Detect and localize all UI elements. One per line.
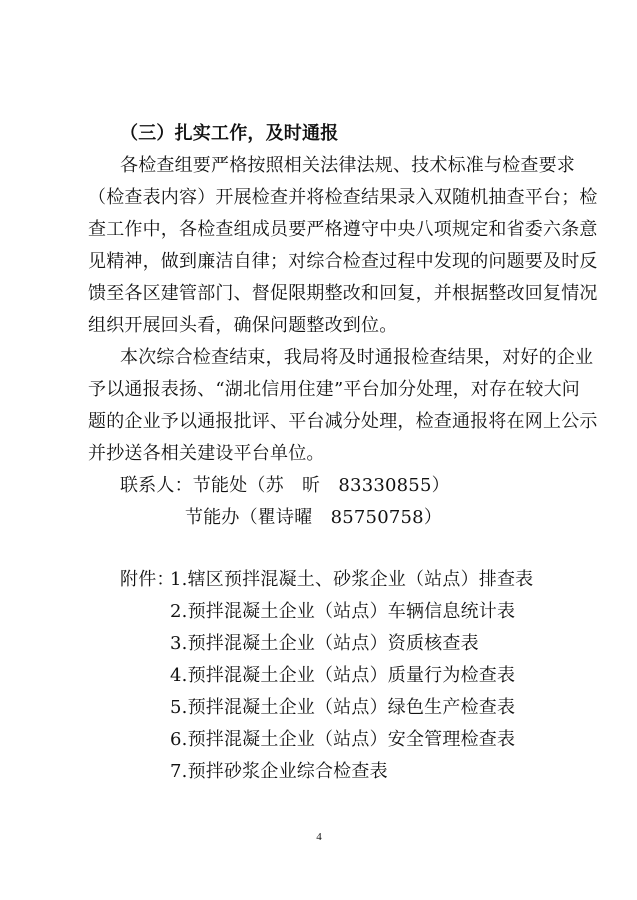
paragraph-1-line-5: 馈至各区建管部门、督促限期整改和回复，并根据整改回复情况 xyxy=(88,283,598,304)
attachment-item-2: 2.预拌混凝土企业（站点）车辆信息统计表 xyxy=(170,601,516,622)
contact-primary: 联系人：节能处（苏 昕 83330855） xyxy=(120,475,450,496)
paragraph-2-line-3: 题的企业予以通报批评、平台减分处理，检查通报将在网上公示 xyxy=(88,411,598,432)
paragraph-1-line-1: 各检查组要严格按照相关法律法规、技术标准与检查要求 xyxy=(120,155,575,176)
contact-secondary: 节能办（瞿诗曜 85750758） xyxy=(185,507,443,528)
paragraph-2-line-1: 本次综合检查结束，我局将及时通报检查结果，对好的企业 xyxy=(120,347,594,368)
attachment-item-1: 1.辖区预拌混凝土、砂浆企业（站点）排查表 xyxy=(170,569,534,590)
paragraph-1-line-3: 查工作中，各检查组成员要严格遵守中央八项规定和省委六条意 xyxy=(88,219,598,240)
paragraph-1-line-2: （检查表内容）开展检查并将检查结果录入双随机抽查平台；检 xyxy=(88,187,598,208)
section-heading: （三）扎实工作，及时通报 xyxy=(120,123,339,144)
attachment-item-5: 5.预拌混凝土企业（站点）绿色生产检查表 xyxy=(170,697,516,718)
paragraph-1-line-4: 见精神，做到廉洁自律；对综合检查过程中发现的问题要及时反 xyxy=(88,251,598,272)
attachments-label: 附件： xyxy=(120,569,175,590)
paragraph-2-line-2: 予以通报表扬、“湖北信用住建”平台加分处理，对存在较大问 xyxy=(88,379,581,400)
paragraph-2-line-4: 并抄送各相关建设平台单位。 xyxy=(88,443,325,464)
attachment-item-7: 7.预拌砂浆企业综合检查表 xyxy=(170,761,388,782)
attachment-item-3: 3.预拌混凝土企业（站点）资质核查表 xyxy=(170,633,479,654)
page-number: 4 xyxy=(316,831,322,843)
attachment-item-4: 4.预拌混凝土企业（站点）质量行为检查表 xyxy=(170,665,516,686)
paragraph-1-line-6: 组织开展回头看，确保问题整改到位。 xyxy=(88,315,398,336)
attachment-item-6: 6.预拌混凝土企业（站点）安全管理检查表 xyxy=(170,729,516,750)
